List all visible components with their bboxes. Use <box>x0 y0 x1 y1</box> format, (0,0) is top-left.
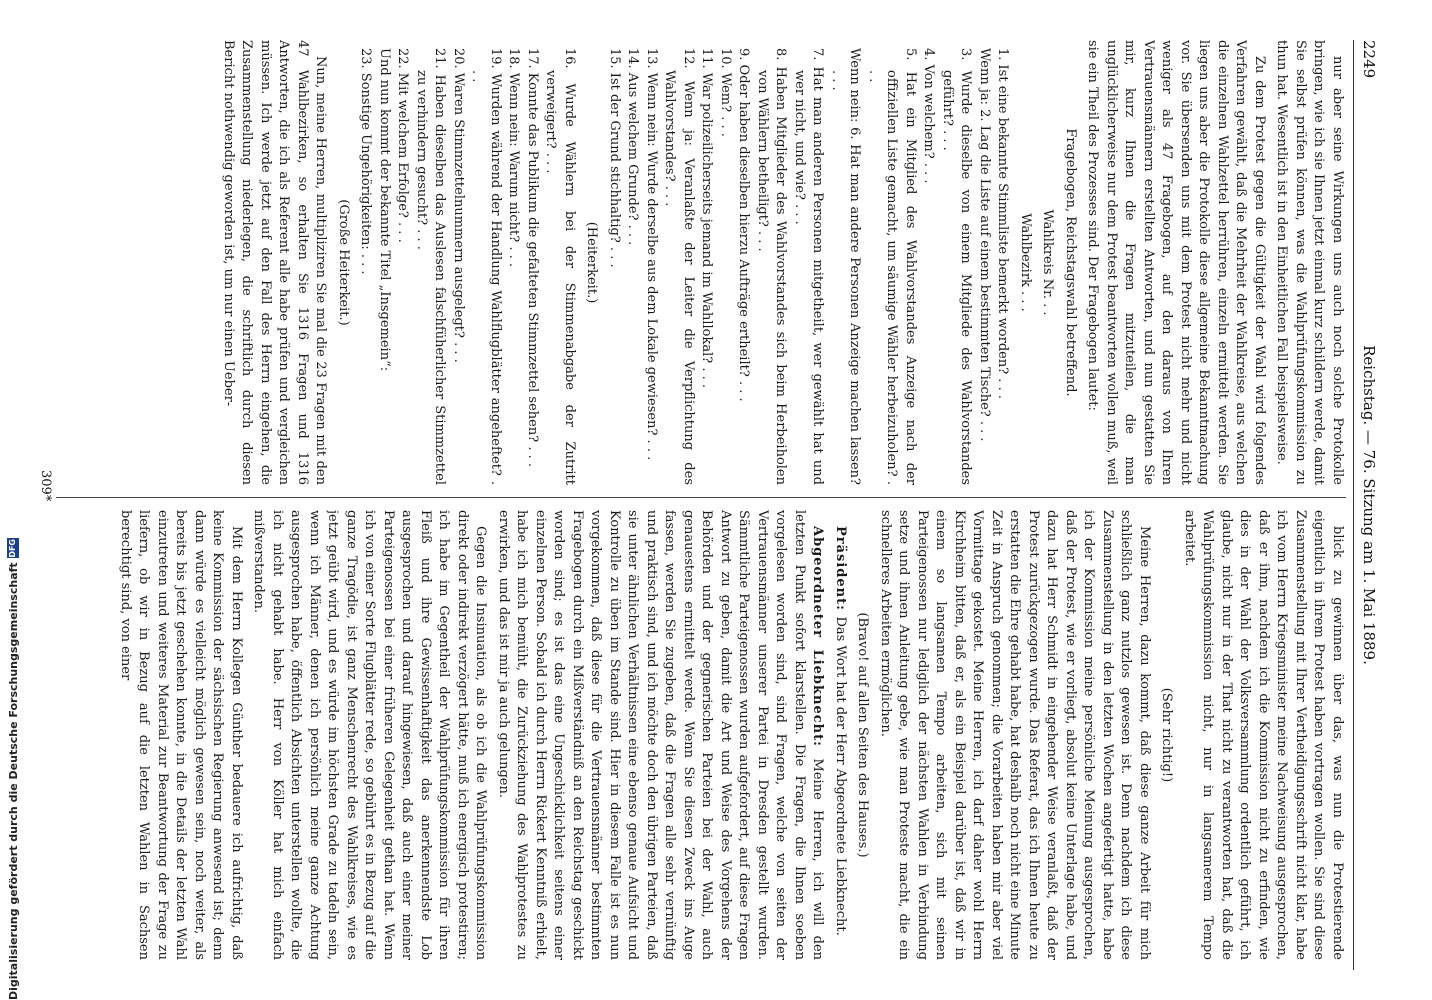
page-header <box>1353 40 1378 970</box>
digitization-credit <box>4 0 22 1000</box>
speech-text: Das Wort hat der Herr Abgeordnete Liebknecht. <box>833 616 848 936</box>
page-content <box>36 0 1396 1000</box>
speech-paragraph <box>494 510 827 960</box>
questionnaire-item: 15. Ist der Grund stichhaltig? . . . <box>607 48 622 268</box>
questionnaire-item: 16. Wurde Wählern bei der Stimmenabgabe der Zutritt verweigert? . . . <box>543 48 577 485</box>
paragraph: Zu dem Protest gegen die Gültigkeit der Wahl wird folgendes Verfahren gewählt, daß die Mehrheit der Wahlkreise, aus welchen die einzelnen Wahlzettel herrühren, einzeln ermittelt werden. Sie liegen uns aber die Protokolle diese allgemeine Bekanntmachung vor. Sie übersenden uns mit dem Protest nicht mehr und nicht weniger als 47 Fragebogen, auf den daraus von Ihren Vertrauensmännern erstellten Antworten, und nun gestatten Sie mir, kurz Ihnen die Fragen mitzuteilen, die man unglücklicherweise nur dem Protest beantworten wollen muß, weil sie ein Theil des Prozesses sind. Der Fragebogen lautet: <box>1085 40 1267 485</box>
questionnaire-item: 18. Wenn nein: Warum nicht? . . . <box>506 48 522 267</box>
centered-line: Wahlkreis Nr. . . <box>1040 209 1056 316</box>
right-column <box>56 510 1346 960</box>
questionnaire-item: 8. Haben Mitglieder des Wahlvorstandes sich beim Herbeiholen von Wählern betheiligt? . . . <box>755 48 789 485</box>
speech-paragraph <box>116 510 246 960</box>
speaker-name: Präsident: <box>833 526 848 617</box>
questionnaire-item: Wenn ja: 2. Lag die Liste auf einem bestimmten Tische? . . . <box>977 48 992 442</box>
questionnaire-item: 23. Sonstige Ungehörigkeiten: . . . <box>358 48 374 275</box>
speech-text: Mit dem Herrn Kollegen Günther bedauere ich aufrichtig, daß keine Kommission der sächsischen Regierung anwesend ist; denn dann würde es vielleicht möglich gewesen sein, noch weiter, als bereits bis jetzt geschehen konnte, in die Details der letzten Wahl einzutreten und weiteres Material zur Beantwortung der Frage zu liefern, ob wir in Bezug auf die letzten Wahlen in Sachsen berechtigt sind, von einer <box>118 510 244 960</box>
centered-line: (Heiterkeit.) <box>584 221 600 304</box>
left-column <box>56 40 1346 485</box>
questionnaire-item: 20. Waren Stimmzettelnummern ausgelegt? . . . <box>451 48 466 363</box>
page-number: 2249 <box>1360 40 1378 79</box>
speech-paragraph <box>831 510 850 960</box>
questionnaire-item: 12. Wenn ja: Veranlaßte der Leiter die Verpflichtung des Wahlvorstandes? . . . <box>662 48 696 485</box>
footer-number: 309* <box>38 470 53 502</box>
centered-line: (Bravo! auf allen Seiten des Hauses.) <box>855 612 871 858</box>
questionnaire-item: 17. Konnte das Publikum die gefalteten Stimmzettel sehen? . . . <box>525 48 540 467</box>
questionnaire-item: 7. Hat man anderen Personen mitgetheilt, wer gewählt hat und wer nicht, und wie? . . . <box>792 48 826 485</box>
column-divider <box>56 497 1346 498</box>
credit-text: Digitalisierung gefördert durch die Deutsche Forschungsgemeinschaft <box>6 562 20 1000</box>
questionnaire-item: Wenn nein: 6. Hat man andere Personen Anzeige machen lassen? . . . <box>829 48 863 485</box>
questionnaire-item: 9. Oder haben dieselben hierzu Aufträge ertheilt? . . . <box>736 48 752 402</box>
questionnaire-item: 11. War polizeilicherseits jemand im Wahllokal? . . . <box>699 48 715 389</box>
questionnaire-item: 22. Mit welchem Erfolge? . . . <box>395 48 411 243</box>
speaker-name: Abgeordneter Liebknecht: <box>810 526 826 759</box>
questionnaire-item: 21. Haben dieselben das Auslesen falschfüherlicher Stimmzettel zu verhindern gesucht? . . . <box>414 48 448 485</box>
questionnaire-item: 4. Von welchem? . . . <box>921 48 937 184</box>
paragraph: nur aber seine Wirkungen uns auch noch solche Protokolle bringen, wie ich sie Ihnen jetzt einmal kurz schildern werde, damit Sie selbst prüfen können, was die Wahlprüfungskommission zu thun hat. Wesentlich ist in den Einheitlichen Fall beispielsweise. <box>1274 40 1345 485</box>
centered-line: Fragebogen, Reichstagswahl betreffend. <box>1063 128 1078 397</box>
paragraph: blick zu gewinnen über das, was nun die Protestierende eigentlich in ihrem Protest haben vortragen wollen. Sie sind diese Zusammenstellung mit Ihrer Vertheidigungsschrift nicht klar, habe ich vom Herrn Kriegsminister meine Nachweisung ausgesprochen, daß er ihm, nachdem ich die Kommission nicht zu erfinden, wie dies in der Wahl der Volksversammlung ordentlich geführt, ich glaube, nicht nur in der That nicht zu verantworten hat, daß die Wahlprüfungskommission nicht, nur in langsamerem Tempo arbeitet. <box>1182 510 1345 960</box>
questionnaire-item: 3. Wurde dieselbe von einem Mitgliede des Wahlvorstandes geführt? . . . <box>940 48 974 485</box>
paragraph: Meine Herren, dazu kommt, daß diese ganze Arbeit für mich schließlich ganz nutzlos gewesen ist. Denn nachdem ich diese Zusammenstellung in den letzten Wochen angefertigt hatte, habe ich der Kommission meine persönliche Meinung ausgesprochen, daß der Protest, wie er vorliegt, absolut keine Unterlage habe, und dazu hat Herr Schmidt in eingehender Weise veranlaßt, daß der Protest zurückgezogen wurde. Das Referat, das ich Ihnen heute zu erstatten die Ehre gehabt habe, hat deshalb noch nicht eine Minute Zeit in Anspruch genommen; die Vorarbeiten haben mir aber viel Vormittage gekostet. Meine Herren, ich darf daher wohl Herrn Kirchheim bitten, daß er, als ein Beispiel darüber ist, daß wir in einem so langsamen Tempo arbeiten, sich mit seinen Parteigenossen nur lediglich der nächsten Wahlen in Verbindung setze und ihnen Anleitung gebe, wie man Proteste macht, die ein schnelleres Arbeiten ermöglichen. <box>878 510 1152 960</box>
questionnaire-item: 1. Ist eine bekannte Stimmliste bemerkt worden? . . . <box>995 48 1011 399</box>
questionnaire-item: Und nun kommt der bekannte Titel „Insgemein“: <box>377 48 392 372</box>
paragraph: Nun, meine Herren, multipliziren Sie mal die 23 Fragen mit den 47 Wahlbezirken, so erhalten Sie 1316 Fragen und 1316 Antworten, die ich als Referent alle habe prüfen und vergleichen müssen. Ich werde jetzt auf den Fall des Herrn eingehen, die Zusammenstellung niederlegen, die schriftlich durch diesen Bericht nothwendig geworden ist, um nur einen Ueber- <box>221 40 329 485</box>
centered-line: Wahlbezirk . . . <box>1018 213 1033 312</box>
questionnaire-item: 5. Hat ein Mitglied des Wahlvorstandes Anzeige nach der offiziellen Liste gemacht, um säumige Wähler herbeizuholen? . . . <box>866 48 918 485</box>
centered-line: (Sehr richtig!) <box>1159 687 1175 783</box>
running-head: Reichstag. — 76. Sitzung am 1. Mai 1889. <box>1360 345 1378 665</box>
centered-line: (Große Heiterkeit.) <box>336 199 351 326</box>
paragraph: Gegen die Insinuation, als ob ich die Wahlprüfungskommission direkt oder indirekt verzögert hätte, muß ich energisch protestiren; ich habe im Gegentheil der Wahlprüfungskommission für ihren Fleiß und ihre Gewissenhaftigkeit das anerkennendste Lob ausgesprochen und darauf hingewiesen, daß auch einer meiner Parteigenossen bei einer früheren Gelegenheit gethan hat. Wenn ich von einer Sorte Flugblätter rede, so gebührt es in Bezug auf die ganze Tragödie, ist ganz Menschenrecht des Wahlkreises, wie es jetzt geübt wird, und es würde im höchsten Grade zu tadeln sein, wenn ich Männer, denen ich persönlich meine ganze Achtung ausgesprochen habe, öffentlich Absichten unterstellen wollte, die ich nicht gehabt habe. Herr von Köller hat mich einfach mißverstanden. <box>251 510 489 960</box>
speech-text: Meine Herren, ich will den letzten Punkt sofort klarstellen. Die Fragen, die Ihnen soeben vorgelesen worden sind, sind Fragen, welche von seiten der Vertrauensmänner unserer Partei in Dresden gestellt wurden. Sämmtliche Parteigenossen wurden aufgefordert, auf diese Fragen Antwort zu geben, damit die Art und Weise des Vorgehens der Behörden und der gegnerischen Parteien bei der Wahl, auch genauestens ermittelt werde. Wenn Sie diesen Zweck ins Auge fassen, werden Sie zugeben, daß die Fragen alle sehr vernünftig und praktisch sind, und ich möchte doch den übrigen Parteien, daß sie unter ähnlichen Verhältnissen eine ebenso genaue Aufsicht und Kontrolle zu üben im Stande sind. Hier in diesem Falle ist es nun vorgekommen, daß diese für die Vertrauensmänner bestimmten Fragebogen durch ein Mißverständniß an den Reichstag geschickt worden sind; es ist das eine Ungeschicklichkeit seitens einer einzelnen Person. Sobald ich durch Herrn Rickert Kenntniß erhielt, habe ich mich bemüht, die Zurückziehung des Wahlprotestes zu erwirken, und das ist mir ja auch gelungen. <box>496 510 826 960</box>
questionnaire-item: 10. Wem? . . . <box>718 48 733 137</box>
questionnaire-item: 13. Wenn nein: Wurde derselbe aus dem Lokale gewiesen? . . . <box>644 48 659 461</box>
dfg-logo: DFG <box>8 539 17 558</box>
questionnaire-item: 14. Aus welchem Grunde? . . . <box>625 48 641 246</box>
questionnaire-item: 19. Wurden während der Handlung Wahlflugblätter angeheftet? . . . <box>469 48 503 485</box>
